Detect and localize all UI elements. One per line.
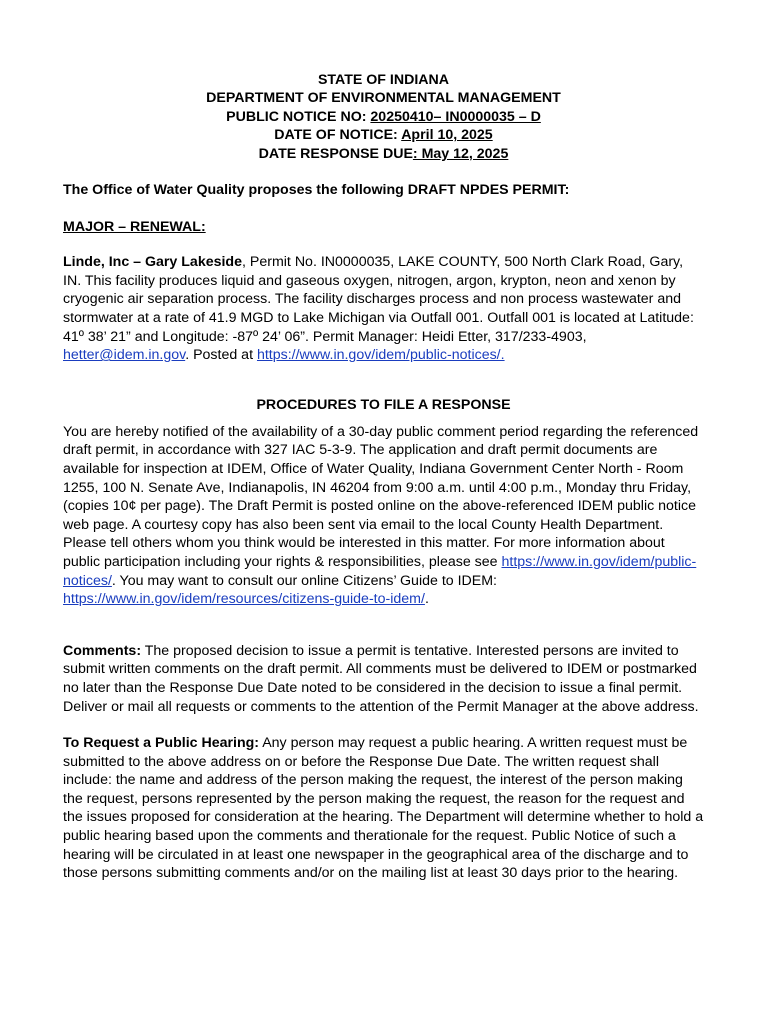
comments-paragraph	[63, 642, 704, 716]
facility-body: , Permit No. IN0000035, LAKE COUNTY, 500 North Clark Road, Gary, IN. This facility produces liquid and gaseous oxygen, nitrogen, argon, krypton, neon and xenon by cryogenic air separation process. The facility discharges process and non process wastewater and stormwater at a rate of 41.9 MGD to Lake Michigan via Outfall 001. Outfall 001 is located at Latitude: 41º 38’ 21” and Longitude: -87º 24’ 06”. Permit Manager: Heidi Etter, 317/233-4903,	[63, 254, 694, 345]
permit-manager-email-link[interactable]: hetter@idem.in.gov	[63, 347, 186, 364]
comments-body: The proposed decision to issue a permit is tentative. Interested persons are invited to submit written comments on the draft permit. All comments must be delivered to IDEM or postmarked no later than the Response Due Date noted to be considered in the decision to issue a final permit. Deliver or mail all requests or comments to the attention of the Permit Manager at the above address.	[63, 642, 699, 715]
procedures-paragraph	[63, 423, 704, 609]
intro-statement: The Office of Water Quality proposes the following DRAFT NPDES PERMIT:	[63, 182, 570, 199]
procedures-end: .	[424, 591, 429, 608]
notice-header	[63, 71, 704, 163]
hearing-paragraph	[63, 734, 704, 883]
citizens-guide-link[interactable]: https://www.in.gov/idem/resources/citizens-guide-to-idem/	[63, 591, 425, 608]
comments-label: Comments:	[63, 642, 142, 659]
facility-name: Linde, Inc – Gary Lakeside	[63, 254, 242, 271]
notice-date-label: DATE OF NOTICE:	[274, 127, 402, 144]
posted-at-text: . Posted at	[185, 347, 257, 364]
section-heading: MAJOR – RENEWAL:	[63, 218, 206, 235]
hearing-body: Any person may request a public hearing. A written request must be submitted to the above address on or before the Response Due Date. The written request shall include: the name and address of the person making the request, the interest of the person making the request, persons represented by the person making the request, the reason for the request and the issues proposed for consideration at the hearing. The Department will determine whether to hold a public hearing based upon the comments and therationale for the request. Public Notice of such a hearing will be circulated in at least one newspaper in the geographical area of the discharge and to those persons submitting comments and/or on the mailing list at least 30 days prior to the hearing.	[63, 735, 704, 882]
state-line: STATE OF INDIANA	[317, 72, 450, 88]
citizens-guide-intro: . You may want to consult our online Citizens’ Guide to IDEM:	[111, 572, 498, 589]
notice-number-label: PUBLIC NOTICE NO:	[226, 108, 371, 125]
facility-paragraph	[63, 253, 704, 365]
procedures-title: PROCEDURES TO FILE A RESPONSE	[256, 396, 511, 413]
public-notices-link-2[interactable]: https://www.in.gov/idem/public-notices/	[63, 553, 697, 589]
response-due-label: DATE RESPONSE DUE	[258, 145, 413, 162]
public-notices-link[interactable]: https://www.in.gov/idem/public-notices/.	[256, 347, 505, 364]
procedures-body: You are hereby notified of the availability of a 30-day public comment period regarding the referenced draft permit, in accordance with 327 IAC 5-3-9. The application and draft permit documents are available for inspection at IDEM, Office of Water Quality, Indiana Government Center North - Room 1255, 100 N. Senate Ave, Indianapolis, IN 46204 from 9:00 a.m. until 4:00 p.m., Monday thru Friday, (copies 10¢ per page). The Draft Permit is posted online on the above-referenced IDEM public notice web page. A courtesy copy has also been sent via email to the local County Health Department. Please tell others whom you think would be interested in this matter. For more information about public participation including your rights & responsibilities, please see	[63, 423, 699, 570]
notice-date-value: April 10, 2025	[401, 127, 493, 144]
notice-number-line	[63, 108, 704, 126]
notice-date-line	[63, 126, 704, 144]
hearing-label: To Request a Public Hearing:	[63, 735, 260, 752]
department-line: DEPARTMENT OF ENVIRONMENTAL MANAGEMENT	[206, 90, 561, 107]
response-due-line	[63, 145, 704, 163]
notice-number-value: 20250410– IN0000035 – D	[370, 108, 541, 125]
response-due-value: : May 12, 2025	[412, 145, 509, 162]
